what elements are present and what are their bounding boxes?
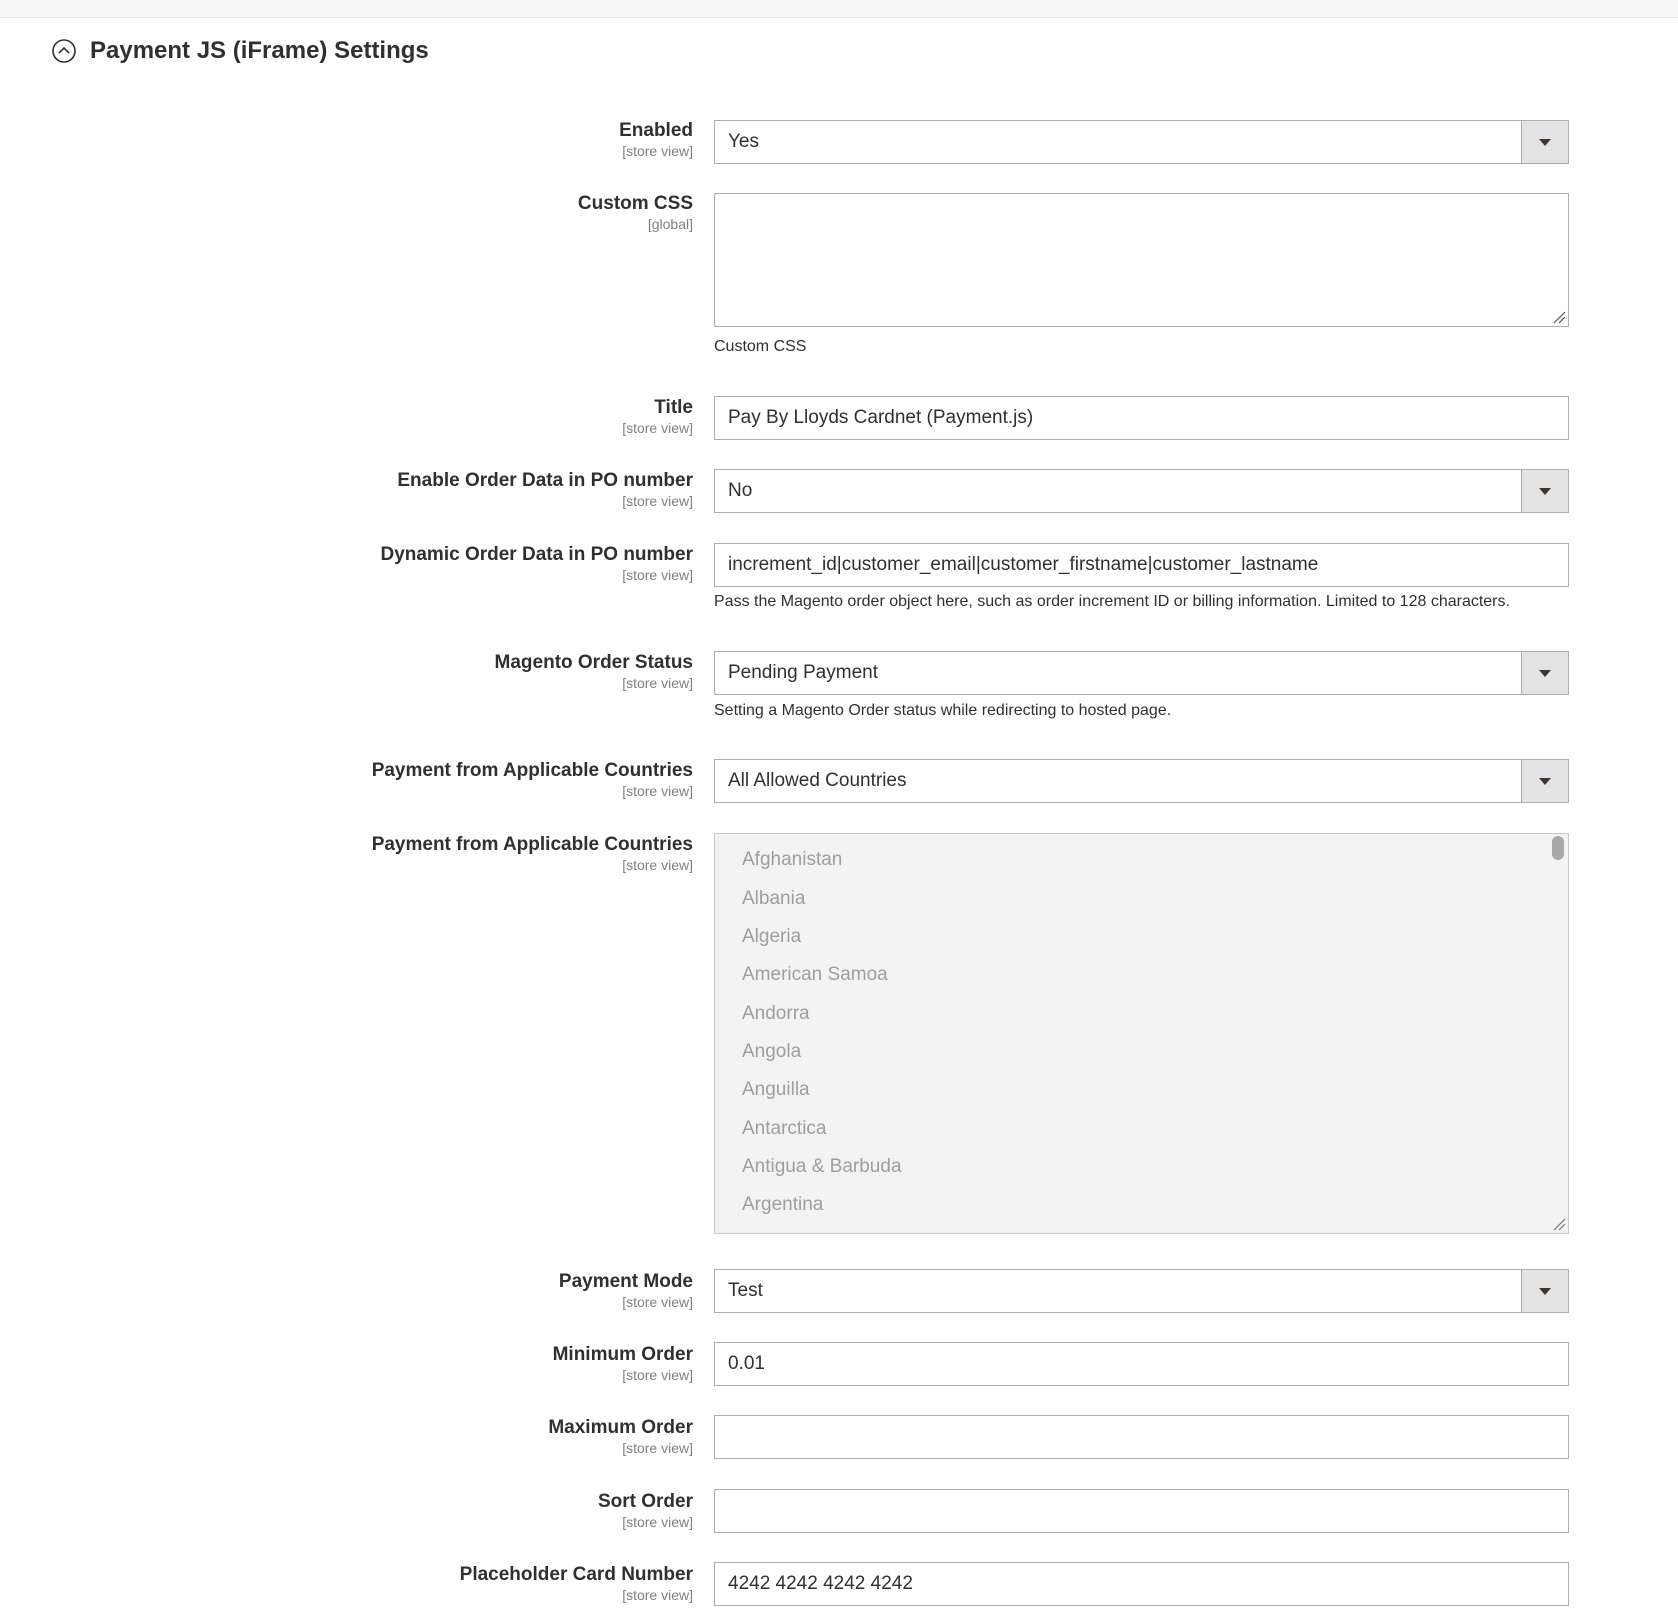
custom-css-note: Custom CSS (714, 338, 807, 355)
field-scope: [store view] (622, 1367, 693, 1383)
chevron-down-icon (1539, 670, 1551, 677)
field-scope: [store view] (622, 857, 693, 873)
field-label: Sort Order (597, 1491, 693, 1512)
list-item[interactable]: Afghanistan (742, 849, 843, 870)
field-scope: [store view] (622, 783, 693, 799)
field-label: Title (654, 397, 693, 418)
dropdown-toggle[interactable] (1521, 121, 1568, 163)
select-value: Pending Payment (728, 662, 878, 683)
list-item[interactable]: American Samoa (742, 964, 888, 985)
field-scope: [store view] (622, 143, 693, 159)
list-item[interactable]: Antigua & Barbuda (742, 1156, 902, 1177)
dropdown-toggle[interactable] (1521, 760, 1568, 802)
field-scope: [store view] (622, 1587, 693, 1603)
payment-mode-select[interactable] (714, 1269, 1569, 1313)
allowspecific-label-group (372, 760, 693, 800)
field-scope: [store view] (622, 675, 693, 691)
field-scope: [store view] (622, 1294, 693, 1310)
custom-css-textarea[interactable] (714, 193, 1569, 327)
sort-order-label-group (598, 1491, 693, 1531)
enabled-select[interactable] (714, 120, 1569, 164)
specificcountry-multiselect[interactable] (714, 833, 1569, 1234)
top-bar (0, 0, 1678, 18)
order-status-note: Setting a Magento Order status while redirecting to hosted page. (714, 702, 1172, 719)
chevron-down-icon (1539, 139, 1551, 146)
enable-order-data-select[interactable] (714, 469, 1569, 513)
list-item[interactable]: Albania (742, 888, 806, 909)
select-value: Yes (728, 131, 759, 152)
dropdown-toggle[interactable] (1521, 652, 1568, 694)
chevron-down-icon (1539, 778, 1551, 785)
scrollbar-thumb[interactable] (1552, 836, 1564, 860)
list-item[interactable]: Algeria (742, 926, 802, 947)
section-header[interactable] (52, 34, 429, 68)
allowspecific-select[interactable] (714, 759, 1569, 803)
resize-handle-icon[interactable] (1552, 1217, 1566, 1231)
max-order-label-group (548, 1417, 693, 1457)
list-item[interactable]: Argentina (742, 1194, 824, 1215)
field-scope: [global] (647, 216, 693, 232)
title-input[interactable]: Pay By Lloyds Cardnet (Payment.js) (714, 396, 1569, 440)
field-label: Maximum Order (548, 1417, 693, 1438)
field-label: Placeholder Card Number (459, 1564, 693, 1585)
select-value: Test (728, 1280, 763, 1301)
field-scope: [store view] (622, 493, 693, 509)
select-value: No (728, 480, 753, 501)
field-label: Enable Order Data in PO number (397, 470, 693, 491)
select-value: All Allowed Countries (728, 770, 907, 791)
specificcountry-label-group (372, 834, 693, 874)
list-item[interactable]: Andorra (742, 1003, 810, 1024)
max-order-input[interactable] (714, 1415, 1569, 1459)
dynamic-order-data-note: Pass the Magento order object here, such as order increment ID or billing information. Limited to 128 characters. (714, 593, 1510, 610)
chevron-down-icon (1539, 1288, 1551, 1295)
min-order-label-group (553, 1344, 693, 1384)
field-label: Enabled (619, 120, 693, 141)
field-label: Payment from Applicable Countries (371, 760, 693, 781)
enable-order-data-label-group (397, 470, 693, 510)
sort-order-input[interactable] (714, 1489, 1569, 1533)
list-item[interactable]: Antarctica (742, 1118, 827, 1139)
field-label: Custom CSS (577, 193, 693, 214)
list-item[interactable]: Anguilla (742, 1079, 810, 1100)
resize-handle-icon[interactable] (1552, 310, 1566, 324)
custom-css-label-group (578, 193, 693, 233)
field-scope: [store view] (622, 1440, 693, 1456)
payment-mode-label-group (559, 1271, 693, 1311)
field-label: Payment Mode (558, 1271, 693, 1292)
dropdown-toggle[interactable] (1521, 470, 1568, 512)
list-item[interactable]: Angola (742, 1041, 802, 1062)
order-status-select[interactable] (714, 651, 1569, 695)
field-label: Dynamic Order Data in PO number (380, 544, 693, 565)
section-title: Payment JS (iFrame) Settings (90, 37, 429, 64)
field-scope: [store view] (622, 567, 693, 583)
placeholder-card-label-group (460, 1564, 693, 1604)
placeholder-card-input[interactable]: 4242 4242 4242 4242 (714, 1562, 1569, 1606)
field-scope: [store view] (622, 420, 693, 436)
order-status-label-group (495, 652, 693, 692)
chevron-up-circle-icon[interactable] (52, 39, 76, 63)
dropdown-toggle[interactable] (1521, 1270, 1568, 1312)
field-label: Magento Order Status (494, 652, 693, 673)
dynamic-order-data-input[interactable]: increment_id|customer_email|customer_firstname|customer_lastname (714, 543, 1569, 587)
min-order-input[interactable]: 0.01 (714, 1342, 1569, 1386)
field-label: Minimum Order (552, 1344, 693, 1365)
title-label-group (622, 397, 693, 437)
dynamic-order-data-label-group (380, 544, 693, 584)
chevron-down-icon (1539, 488, 1551, 495)
field-label: Payment from Applicable Countries (371, 834, 693, 855)
enabled-label-group (619, 120, 693, 160)
field-scope: [store view] (622, 1514, 693, 1530)
